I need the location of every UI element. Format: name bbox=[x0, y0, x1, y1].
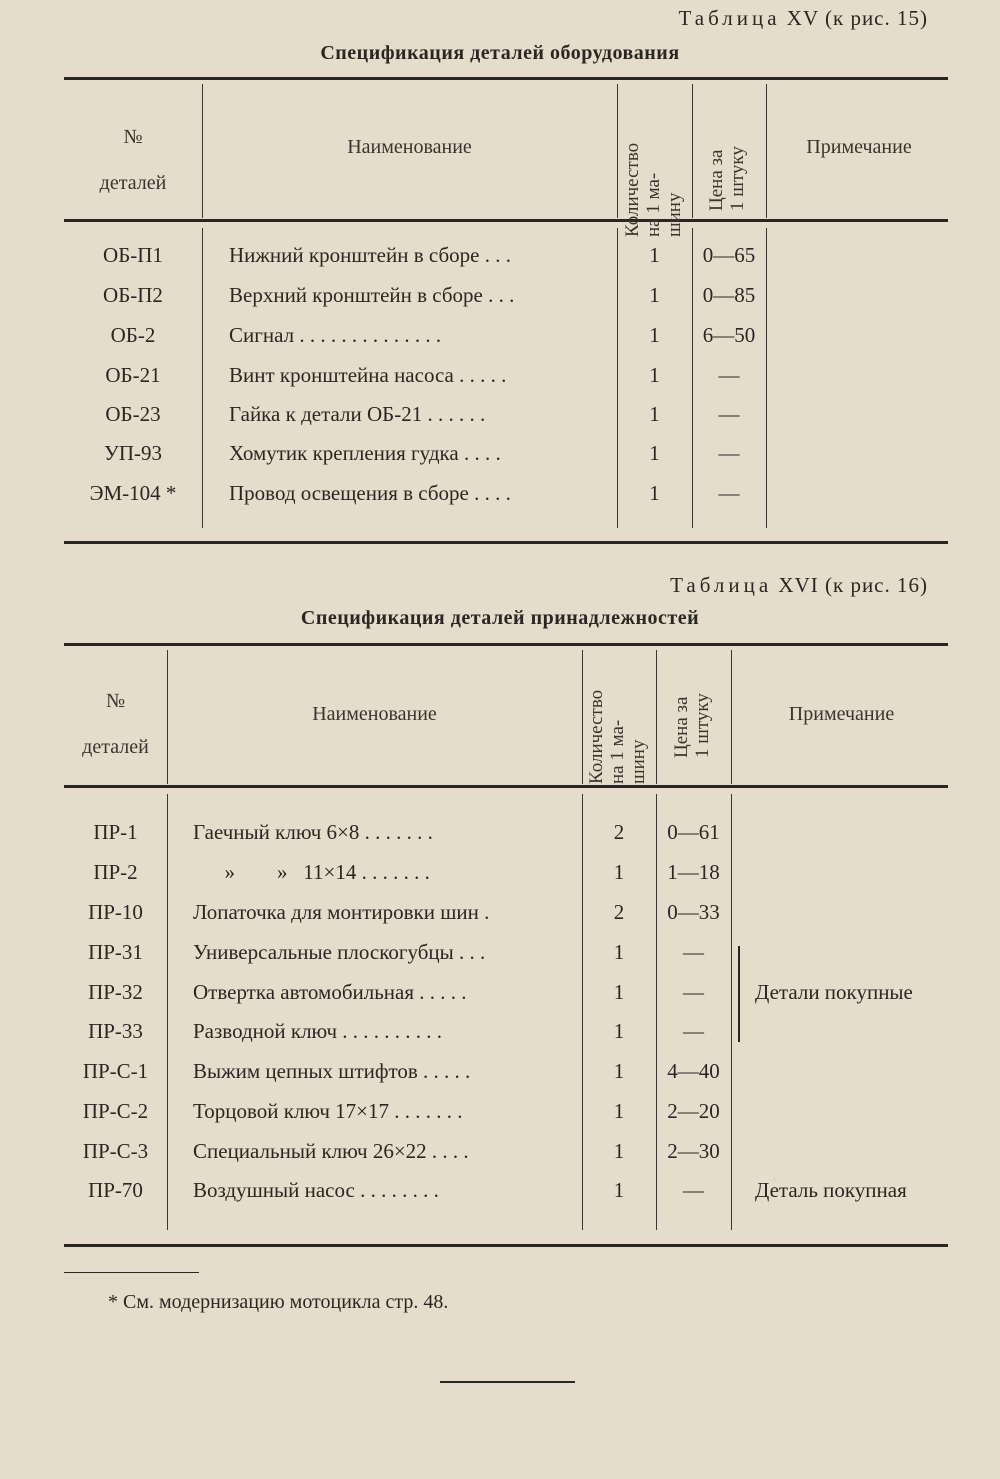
row-name: Универсальные плоскогубцы . . . bbox=[193, 940, 486, 964]
row-price: — bbox=[683, 1019, 704, 1043]
table-bottom-rule bbox=[64, 1244, 948, 1247]
row-quantity: 1 bbox=[613, 860, 625, 884]
table-bottom-rule bbox=[64, 541, 948, 544]
table-top-rule bbox=[64, 643, 948, 646]
row-code: ПР-С-3 bbox=[82, 1139, 149, 1163]
row-code: ПР-2 bbox=[93, 860, 138, 884]
row-code: ЭМ-104 * bbox=[89, 481, 177, 505]
row-code: ОБ-23 bbox=[105, 402, 161, 426]
header-name: Наименование bbox=[312, 703, 437, 725]
row-price: 4—40 bbox=[667, 1059, 720, 1083]
row-name: Выжим цепных штифтов . . . . . bbox=[193, 1059, 471, 1083]
table-top-rule bbox=[64, 77, 948, 80]
row-price: 0—65 bbox=[702, 243, 756, 267]
row-quantity: 1 bbox=[649, 481, 660, 505]
row-quantity: 1 bbox=[613, 1019, 625, 1043]
row-name: Гайка к детали ОБ-21 . . . . . . bbox=[229, 402, 486, 426]
row-quantity: 1 bbox=[613, 1178, 625, 1202]
col-divider bbox=[582, 650, 583, 784]
row-note: Детали покупные bbox=[755, 980, 913, 1004]
row-quantity: 1 bbox=[613, 1139, 625, 1163]
table-number bbox=[678, 6, 928, 31]
header-name: Наименование bbox=[347, 136, 472, 158]
row-name: Сигнал . . . . . . . . . . . . . . bbox=[229, 323, 442, 347]
table-number-word: Таблица bbox=[678, 6, 781, 30]
row-name: » » 11×14 . . . . . . . bbox=[193, 860, 430, 884]
row-name: Верхний кронштейн в сборе . . . bbox=[229, 283, 515, 307]
row-price: — bbox=[683, 1178, 704, 1202]
header-bottom-rule bbox=[64, 219, 948, 222]
col-divider bbox=[731, 650, 732, 784]
row-code: ПР-1 bbox=[93, 820, 138, 844]
header-code-line2: деталей bbox=[82, 736, 149, 758]
row-name: Специальный ключ 26×22 . . . . bbox=[193, 1139, 469, 1163]
row-name: Разводной ключ . . . . . . . . . . bbox=[193, 1019, 443, 1043]
row-quantity: 2 bbox=[613, 820, 625, 844]
row-code: ПР-10 bbox=[88, 900, 143, 924]
row-code: ПР-С-1 bbox=[82, 1059, 149, 1083]
row-note: Деталь покупная bbox=[755, 1178, 907, 1202]
row-name: Отвертка автомобильная . . . . . bbox=[193, 980, 467, 1004]
row-name: Нижний кронштейн в сборе . . . bbox=[229, 243, 511, 267]
header-price: Цена за 1 штуку bbox=[706, 146, 748, 211]
header-price: Цена за 1 штуку bbox=[671, 693, 713, 758]
header-code bbox=[64, 678, 167, 770]
row-quantity: 1 bbox=[613, 1099, 625, 1123]
row-name: Винт кронштейна насоса . . . . . bbox=[229, 363, 507, 387]
row-price: 0—33 bbox=[667, 900, 720, 924]
row-price: — bbox=[718, 441, 740, 465]
row-price: — bbox=[683, 980, 704, 1004]
row-name: Гаечный ключ 6×8 . . . . . . . bbox=[193, 820, 433, 844]
table-number bbox=[670, 573, 928, 598]
table-title: Спецификация деталей принадлежностей bbox=[300, 607, 700, 629]
header-bottom-rule bbox=[64, 785, 948, 788]
col-divider bbox=[656, 650, 657, 784]
row-name: Провод освещения в сборе . . . . bbox=[229, 481, 511, 505]
group-bracket bbox=[738, 946, 740, 1042]
row-quantity: 1 bbox=[649, 363, 660, 387]
footnote: * См. модернизацию мотоцикла стр. 48. bbox=[108, 1291, 449, 1313]
header-code-line1: № bbox=[123, 126, 143, 148]
row-code: ОБ-21 bbox=[105, 363, 161, 387]
row-code: ПР-33 bbox=[88, 1019, 143, 1043]
table-number-word: Таблица bbox=[670, 573, 773, 597]
row-name: Хомутик крепления гудка . . . . bbox=[229, 441, 501, 465]
row-price: 1—18 bbox=[667, 860, 720, 884]
row-quantity: 1 bbox=[649, 441, 660, 465]
col-divider bbox=[766, 84, 767, 218]
footnote-rule bbox=[64, 1272, 199, 1273]
row-price: — bbox=[683, 940, 704, 964]
header-code bbox=[64, 114, 202, 206]
col-divider bbox=[202, 228, 203, 528]
col-divider bbox=[617, 84, 618, 218]
col-divider bbox=[766, 228, 767, 528]
row-name: Торцовой ключ 17×17 . . . . . . . bbox=[193, 1099, 463, 1123]
row-quantity: 1 bbox=[613, 980, 625, 1004]
row-quantity: 1 bbox=[649, 323, 660, 347]
row-quantity: 1 bbox=[649, 283, 660, 307]
table-number-rest: XV (к рис. 15) bbox=[786, 6, 928, 30]
row-code: ОБ-П1 bbox=[103, 243, 163, 267]
header-quantity: Количество на 1 ма- шину bbox=[586, 689, 649, 784]
row-price: — bbox=[718, 363, 740, 387]
row-code: ПР-32 bbox=[88, 980, 143, 1004]
header-note: Примечание bbox=[788, 703, 895, 725]
row-quantity: 1 bbox=[613, 1059, 625, 1083]
row-code: ПР-С-2 bbox=[82, 1099, 149, 1123]
row-price: 0—85 bbox=[702, 283, 756, 307]
table-title: Спецификация деталей оборудования bbox=[320, 42, 680, 64]
table-number-rest: XVI (к рис. 16) bbox=[778, 573, 928, 597]
col-divider bbox=[167, 794, 168, 1230]
row-price: 0—61 bbox=[667, 820, 720, 844]
row-code: УП-93 bbox=[103, 441, 163, 465]
row-price: — bbox=[718, 481, 740, 505]
col-divider bbox=[692, 84, 693, 218]
header-code-line1: № bbox=[105, 690, 126, 712]
row-quantity: 2 bbox=[613, 900, 625, 924]
row-code: ОБ-П2 bbox=[103, 283, 163, 307]
row-price: 2—30 bbox=[667, 1139, 720, 1163]
row-code: ПР-31 bbox=[88, 940, 143, 964]
header-code-line2: деталей bbox=[99, 172, 167, 194]
row-code: ОБ-2 bbox=[110, 323, 156, 347]
col-divider bbox=[731, 794, 732, 1230]
row-name: Воздушный насос . . . . . . . . bbox=[193, 1178, 439, 1202]
row-code: ПР-70 bbox=[88, 1178, 143, 1202]
header-quantity: Количество на 1 ма- шину bbox=[622, 142, 685, 237]
row-name: Лопаточка для монтировки шин . bbox=[193, 900, 490, 924]
row-price: 2—20 bbox=[667, 1099, 720, 1123]
row-price: 6—50 bbox=[702, 323, 756, 347]
header-note: Примечание bbox=[806, 136, 912, 158]
row-quantity: 1 bbox=[613, 940, 625, 964]
row-price: — bbox=[718, 402, 740, 426]
row-quantity: 1 bbox=[649, 243, 660, 267]
row-quantity: 1 bbox=[649, 402, 660, 426]
end-rule bbox=[440, 1381, 575, 1383]
